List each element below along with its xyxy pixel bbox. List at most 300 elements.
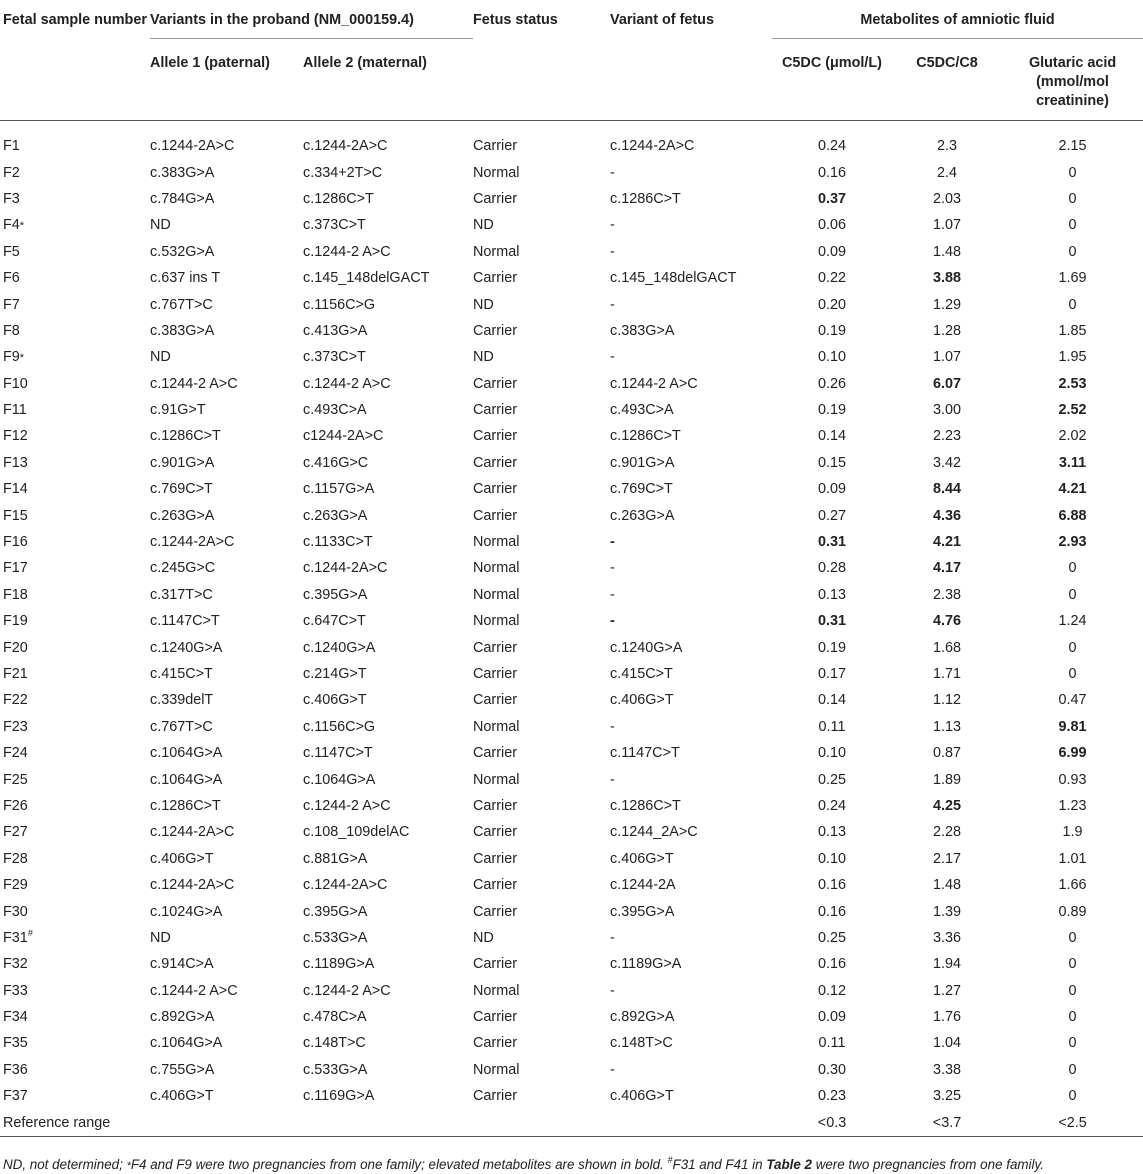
cell-allele2: c.145_148delGACT [303, 270, 430, 287]
cell-allele2: c.1244-2A>C [303, 560, 388, 577]
cell-fetus-status: Carrier [473, 666, 517, 682]
cell-allele2: c1244-2A>C [303, 428, 384, 445]
cell-sample-id [0, 423, 150, 449]
cell-c5dc-c8: 1.48 [933, 877, 962, 894]
cell-allele1: c.91G>T [150, 402, 206, 419]
cell-fetus-variant: c.493C>A [610, 402, 674, 419]
cell-allele2: c.263G>A [303, 507, 368, 524]
cell-c5dc: 0.19 [818, 639, 847, 656]
cell-fetus-status: ND [473, 217, 494, 234]
cell-fetus-variant: c.1240G>A [610, 639, 683, 656]
cell-c5dc-c8: 6.07 [933, 375, 962, 392]
cell-allele2: c.373C>T [303, 217, 366, 234]
cell-c5dc: 0.31 [818, 613, 847, 630]
cell-fetus-status: Carrier [473, 824, 517, 841]
cell-c5dc: 0.09 [818, 1009, 847, 1026]
cell-c5dc: 0.17 [818, 666, 847, 682]
cell-c5dc: 0.19 [818, 402, 847, 419]
sample-id-text: F31 [3, 929, 28, 946]
header-fetus-variant: Variant of fetus [610, 12, 714, 28]
sample-id-footnote-mark: * [19, 220, 25, 233]
cell-allele1: c.755G>A [150, 1061, 215, 1078]
cell-allele2: c.493C>A [303, 402, 367, 419]
cell-c5dc-c8: 1.94 [933, 956, 962, 973]
cell-glutaric-acid: 0.89 [1058, 903, 1087, 920]
cell-allele2: c.1244-2 A>C [303, 797, 391, 814]
sample-id-text: F16 [3, 534, 28, 551]
cell-glutaric-acid: 0.93 [1058, 771, 1087, 788]
cell-glutaric-acid: 2.02 [1058, 428, 1087, 445]
cell-glutaric-acid: 0 [1068, 639, 1077, 656]
cell-allele2: c.416G>C [303, 454, 369, 471]
cell-sample-id [0, 634, 150, 660]
cell-fetus-status: Carrier [473, 507, 517, 524]
cell-c5dc: 0.28 [818, 560, 847, 577]
cell-allele1: c.415C>T [150, 666, 213, 682]
cell-allele1: c.914C>A [150, 956, 214, 973]
cell-allele1: c.317T>C [150, 586, 213, 603]
sample-id-text: F26 [3, 797, 28, 814]
cell-c5dc-c8: 3.42 [933, 454, 962, 471]
cell-c5dc: 0.24 [818, 138, 847, 155]
cell-allele2: c.1244-2 A>C [303, 243, 391, 260]
cell-c5dc-c8: 2.17 [933, 850, 962, 867]
table-row [0, 793, 1143, 819]
cell-allele2: c.1156C>G [303, 718, 376, 735]
cell-fetus-variant: - [610, 1061, 615, 1078]
cell-fetus-status: Normal [473, 718, 520, 735]
cell-c5dc: 0.31 [818, 534, 847, 551]
cell-fetus-status: Normal [473, 771, 520, 788]
cell-fetus-status: Carrier [473, 692, 517, 709]
cell-c5dc: 0.27 [818, 507, 847, 524]
cell-allele2: c.214G>T [303, 666, 367, 682]
cell-allele2: c.1244-2A>C [303, 138, 388, 155]
cell-fetus-status: Carrier [473, 745, 517, 762]
table-row [0, 502, 1143, 528]
cell-fetus-variant: - [610, 217, 615, 234]
cell-fetus-variant: c.1147C>T [610, 745, 680, 762]
cell-fetus-status: Carrier [473, 375, 517, 392]
cell-fetus-variant: c.901G>A [610, 454, 675, 471]
cell-sample-id [0, 121, 150, 160]
cell-c5dc-c8: 3.38 [933, 1061, 962, 1078]
reference-range-row [0, 1109, 1143, 1136]
cell-allele2: c.1244-2A>C [303, 877, 388, 894]
cell-fetus-variant: c.1189G>A [610, 956, 682, 973]
cell-fetus-variant: - [610, 164, 615, 181]
table-row [0, 951, 1143, 977]
footnote-star-mark: * [126, 1160, 131, 1172]
cell-allele1: c.1024G>A [150, 903, 223, 920]
cell-fetus-variant: c.1244_2A>C [610, 824, 698, 841]
cell-allele1: c.1244-2A>C [150, 534, 235, 551]
cell-c5dc-c8: 1.04 [933, 1035, 962, 1052]
sample-id-text: F23 [3, 718, 28, 735]
cell-c5dc-c8: 1.07 [933, 349, 962, 366]
footnote-hash-mark: # [667, 1155, 673, 1165]
sample-id-text: F28 [3, 850, 28, 867]
cell-fetus-variant: c.263G>A [610, 507, 675, 524]
table-row [0, 318, 1143, 344]
sample-id-text: F12 [3, 428, 28, 445]
cell-c5dc-c8: 1.27 [933, 982, 962, 999]
header-variants-group-label: Variants in the proband (NM_000159.4) [150, 11, 473, 39]
table-row [0, 291, 1143, 317]
cell-c5dc-c8: 8.44 [933, 481, 962, 498]
cell-fetus-status: Carrier [473, 481, 517, 498]
sample-id-text: F1 [3, 138, 20, 155]
cell-allele2: c.406G>T [303, 692, 367, 709]
table-row [0, 555, 1143, 581]
cell-fetus-status: Normal [473, 560, 520, 577]
table-row [0, 819, 1143, 845]
cell-fetus-status: Carrier [473, 956, 517, 973]
sample-id-text: F17 [3, 560, 28, 577]
cell-c5dc-c8: 1.89 [933, 771, 962, 788]
cell-sample-id [0, 239, 150, 265]
cell-allele1: c.767T>C [150, 718, 213, 735]
cell-sample-id [0, 502, 150, 528]
cell-allele1: c.784G>A [150, 190, 215, 207]
cell-sample-id [0, 687, 150, 713]
cell-fetus-variant: c.1286C>T [610, 190, 681, 207]
sample-id-footnote-mark: * [19, 352, 25, 365]
cell-c5dc-c8: 1.28 [933, 322, 962, 339]
footnote-part2: F4 and F9 were two pregnancies from one family; elevated metabolites are shown in bold. [130, 1157, 668, 1172]
cell-sample-id [0, 714, 150, 740]
cell-c5dc-c8: 4.25 [933, 797, 962, 814]
cell-c5dc-c8: 2.03 [933, 190, 962, 207]
cell-allele2: c.108_109delAC [303, 824, 410, 841]
cell-c5dc-c8: 2.28 [933, 824, 962, 841]
reference-range-label: Reference range [0, 1109, 772, 1136]
cell-fetus-variant: - [610, 613, 615, 630]
cell-allele1: c.406G>T [150, 850, 214, 867]
cell-allele1: c.263G>A [150, 507, 215, 524]
table-row [0, 186, 1143, 212]
cell-glutaric-acid: 2.93 [1058, 534, 1087, 551]
cell-c5dc-c8: 1.39 [933, 903, 962, 920]
cell-c5dc: 0.11 [818, 1035, 846, 1052]
cell-c5dc-c8: 2.38 [933, 586, 962, 603]
sample-id-text: F33 [3, 982, 28, 999]
header-glutaric-acid: Glutaric acid (mmol/mol creatinine) [1028, 55, 1117, 109]
cell-fetus-status: Normal [473, 586, 520, 603]
cell-fetus-variant: c.406G>T [610, 692, 674, 709]
cell-allele2: c.881G>A [303, 850, 368, 867]
cell-c5dc-c8: 2.23 [933, 428, 962, 445]
cell-allele2: c.1244-2 A>C [303, 375, 391, 392]
cell-c5dc: 0.13 [818, 824, 847, 841]
cell-sample-id [0, 582, 150, 608]
cell-glutaric-acid: 0 [1068, 929, 1077, 946]
sample-id-text: F7 [3, 296, 20, 313]
cell-sample-id [0, 186, 150, 212]
sample-id-text: F6 [3, 270, 20, 287]
table-row [0, 212, 1143, 238]
cell-c5dc-c8: 3.88 [933, 270, 962, 287]
cell-allele1: c.339delT [150, 692, 214, 709]
cell-c5dc: 0.10 [818, 349, 847, 366]
cell-c5dc: 0.16 [818, 956, 847, 973]
cell-glutaric-acid: 0 [1068, 243, 1077, 260]
cell-c5dc: 0.14 [818, 692, 847, 709]
sample-id-text: F32 [3, 956, 28, 973]
table-footnote [3, 1157, 1044, 1172]
cell-fetus-variant: - [610, 560, 615, 577]
cell-glutaric-acid: 1.24 [1058, 613, 1087, 630]
footnote-part3: F31 and F41 in [672, 1157, 767, 1172]
cell-allele2: c.413G>A [303, 322, 368, 339]
cell-allele2: c.1157G>A [303, 481, 375, 498]
cell-allele1: c.1244-2A>C [150, 877, 235, 894]
cell-fetus-status: Carrier [473, 270, 517, 287]
sample-id-text: F37 [3, 1088, 28, 1105]
sample-id-text: F3 [3, 190, 20, 207]
cell-fetus-status: Normal [473, 613, 520, 630]
cell-allele2: c.1286C>T [303, 190, 374, 207]
cell-fetus-variant: - [610, 982, 615, 999]
table-row [0, 1083, 1143, 1109]
header-c5dc: C5DC (μmol/L) [782, 55, 882, 71]
table-row [0, 239, 1143, 265]
fetal-samples-table [0, 8, 1143, 1137]
cell-sample-id [0, 1057, 150, 1083]
table-row [0, 740, 1143, 766]
cell-allele2: c.1189G>A [303, 956, 375, 973]
cell-fetus-variant: c.148T>C [610, 1035, 673, 1052]
table-row [0, 121, 1143, 160]
cell-c5dc: 0.16 [818, 903, 847, 920]
cell-c5dc: 0.22 [818, 270, 847, 287]
cell-glutaric-acid: 0 [1068, 1009, 1077, 1026]
cell-c5dc: 0.13 [818, 586, 847, 603]
cell-glutaric-acid: 2.52 [1058, 402, 1087, 419]
cell-fetus-variant: - [610, 243, 615, 260]
cell-glutaric-acid: 0 [1068, 1035, 1077, 1052]
cell-fetus-variant: - [610, 349, 615, 366]
cell-fetus-variant: c.892G>A [610, 1009, 675, 1026]
cell-fetus-status: Carrier [473, 639, 517, 656]
cell-glutaric-acid: 1.01 [1058, 850, 1087, 867]
cell-c5dc: 0.16 [818, 877, 847, 894]
sample-id-text: F22 [3, 692, 28, 709]
cell-fetus-status: ND [473, 349, 494, 366]
cell-glutaric-acid: 1.23 [1058, 797, 1087, 814]
cell-allele1: c.1244-2 A>C [150, 375, 238, 392]
sample-id-text: F18 [3, 586, 28, 603]
cell-fetus-status: Normal [473, 1061, 520, 1078]
cell-c5dc: 0.09 [818, 243, 847, 260]
cell-allele1: c.767T>C [150, 296, 213, 313]
cell-sample-id [0, 740, 150, 766]
table-row [0, 371, 1143, 397]
cell-c5dc-c8: 1.29 [933, 296, 962, 313]
cell-sample-id [0, 608, 150, 634]
cell-fetus-status: Carrier [473, 850, 517, 867]
cell-allele1: c.769C>T [150, 481, 213, 498]
header-allele1: Allele 1 (paternal) [150, 55, 270, 71]
cell-c5dc-c8: 1.68 [933, 639, 962, 656]
table-row [0, 608, 1143, 634]
sample-id-text: F30 [3, 903, 28, 920]
cell-glutaric-acid: 0 [1068, 666, 1077, 682]
cell-allele2: c.1169G>A [303, 1088, 375, 1105]
cell-sample-id [0, 212, 150, 238]
cell-c5dc: 0.16 [818, 164, 847, 181]
cell-glutaric-acid: 6.99 [1058, 745, 1087, 762]
reference-c5dc-c8: <3.7 [892, 1109, 1002, 1136]
cell-fetus-variant: c.1244-2 A>C [610, 375, 698, 392]
cell-glutaric-acid: 1.69 [1058, 270, 1087, 287]
sample-id-text: F5 [3, 243, 20, 260]
cell-sample-id [0, 1083, 150, 1109]
cell-allele1: ND [150, 217, 171, 234]
cell-c5dc-c8: 3.36 [933, 929, 962, 946]
cell-fetus-status: ND [473, 296, 494, 313]
cell-fetus-variant: - [610, 534, 615, 551]
cell-glutaric-acid: 6.88 [1058, 507, 1087, 524]
cell-fetus-status: Carrier [473, 322, 517, 339]
cell-sample-id [0, 1030, 150, 1056]
cell-glutaric-acid: 1.95 [1058, 349, 1087, 366]
cell-sample-id [0, 159, 150, 185]
table-row [0, 529, 1143, 555]
cell-glutaric-acid: 0 [1068, 217, 1077, 234]
header-row-group [0, 8, 1143, 47]
cell-glutaric-acid: 2.53 [1058, 375, 1087, 392]
table-row [0, 766, 1143, 792]
table-body [0, 121, 1143, 1137]
table-row [0, 476, 1143, 502]
cell-allele1: c.1064G>A [150, 1035, 223, 1052]
cell-fetus-variant: c.145_148delGACT [610, 270, 737, 287]
cell-sample-id [0, 318, 150, 344]
cell-c5dc-c8: 1.12 [933, 692, 962, 709]
table-row [0, 397, 1143, 423]
cell-allele2: c.647C>T [303, 613, 366, 630]
cell-glutaric-acid: 0 [1068, 1088, 1077, 1105]
cell-c5dc: 0.15 [818, 454, 847, 471]
cell-c5dc: 0.10 [818, 745, 847, 762]
reference-c5dc: <0.3 [772, 1109, 892, 1136]
sample-id-text: F4 [3, 217, 20, 234]
cell-allele2: c.395G>A [303, 903, 368, 920]
footnote-table-link[interactable]: Table 2 [766, 1157, 812, 1172]
cell-c5dc: 0.30 [818, 1061, 847, 1078]
cell-sample-id [0, 529, 150, 555]
cell-fetus-status: Carrier [473, 190, 517, 207]
cell-fetus-variant: c.1244-2A [610, 877, 676, 894]
cell-c5dc: 0.24 [818, 797, 847, 814]
cell-allele2: c.1064G>A [303, 771, 376, 788]
cell-fetus-status: Carrier [473, 1009, 517, 1026]
cell-glutaric-acid: 4.21 [1058, 481, 1087, 498]
cell-sample-id [0, 555, 150, 581]
reference-glutaric-acid: <2.5 [1002, 1109, 1143, 1136]
cell-allele2: c.533G>A [303, 1061, 368, 1078]
cell-glutaric-acid: 0 [1068, 982, 1077, 999]
cell-allele1: c.245G>C [150, 560, 216, 577]
cell-fetus-status: Carrier [473, 138, 517, 155]
cell-c5dc: 0.10 [818, 850, 847, 867]
cell-c5dc-c8: 4.17 [933, 560, 962, 577]
table-row [0, 925, 1143, 951]
cell-fetus-status: Carrier [473, 877, 517, 894]
cell-c5dc: 0.06 [818, 217, 847, 234]
cell-allele1: c.406G>T [150, 1088, 214, 1105]
cell-allele1: c.1240G>A [150, 639, 223, 656]
table-row [0, 634, 1143, 660]
cell-allele1: c.532G>A [150, 243, 215, 260]
cell-sample-id [0, 951, 150, 977]
cell-allele1: c.901G>A [150, 454, 215, 471]
cell-allele2: c.1156C>G [303, 296, 376, 313]
footnote-part4: were two pregnancies from one family. [811, 1157, 1044, 1172]
cell-fetus-status: Carrier [473, 454, 517, 471]
cell-allele2: c.373C>T [303, 349, 366, 366]
header-metabolites-group-label: Metabolites of amniotic fluid [772, 11, 1143, 39]
cell-allele2: c.148T>C [303, 1035, 366, 1052]
cell-c5dc-c8: 1.71 [933, 666, 962, 682]
cell-glutaric-acid: 0 [1068, 586, 1077, 603]
sample-id-text: F27 [3, 824, 28, 841]
cell-allele1: ND [150, 929, 171, 946]
cell-c5dc: 0.09 [818, 481, 847, 498]
cell-c5dc: 0.20 [818, 296, 847, 313]
table-row [0, 1004, 1143, 1030]
cell-fetus-variant: c.1286C>T [610, 428, 681, 445]
cell-glutaric-acid: 0 [1068, 296, 1077, 313]
sample-id-text: F14 [3, 481, 28, 498]
cell-fetus-status: Carrier [473, 1035, 517, 1052]
table-row [0, 450, 1143, 476]
cell-fetus-status: Carrier [473, 903, 517, 920]
cell-c5dc-c8: 1.76 [933, 1009, 962, 1026]
cell-allele1: c.892G>A [150, 1009, 215, 1026]
cell-allele1: c.1064G>A [150, 771, 223, 788]
cell-c5dc: 0.12 [818, 982, 847, 999]
table-row [0, 978, 1143, 1004]
cell-c5dc: 0.14 [818, 428, 847, 445]
cell-fetus-variant: c.1244-2A>C [610, 138, 695, 155]
cell-allele2: c.1133C>T [303, 534, 373, 551]
cell-allele1: c.1064G>A [150, 745, 223, 762]
sample-id-text: F35 [3, 1035, 28, 1052]
sample-id-text: F24 [3, 745, 28, 762]
cell-fetus-variant: c.406G>T [610, 1088, 674, 1105]
cell-allele2: c.478C>A [303, 1009, 367, 1026]
cell-glutaric-acid: 3.11 [1058, 454, 1087, 471]
table-row [0, 1057, 1143, 1083]
cell-glutaric-acid: 0 [1068, 956, 1077, 973]
sample-id-text: F36 [3, 1061, 28, 1078]
cell-allele2: c.533G>A [303, 929, 368, 946]
cell-c5dc: 0.25 [818, 929, 847, 946]
cell-allele1: c.1286C>T [150, 797, 221, 814]
cell-c5dc-c8: 3.00 [933, 402, 962, 419]
cell-c5dc-c8: 1.48 [933, 243, 962, 260]
cell-allele1: c.1244-2A>C [150, 138, 235, 155]
table-row [0, 344, 1143, 370]
cell-c5dc-c8: 0.87 [933, 745, 962, 762]
sample-id-text: F8 [3, 322, 20, 339]
cell-fetus-variant: - [610, 586, 615, 603]
cell-sample-id [0, 344, 150, 370]
sample-id-text: F25 [3, 771, 28, 788]
cell-fetus-status: Carrier [473, 428, 517, 445]
